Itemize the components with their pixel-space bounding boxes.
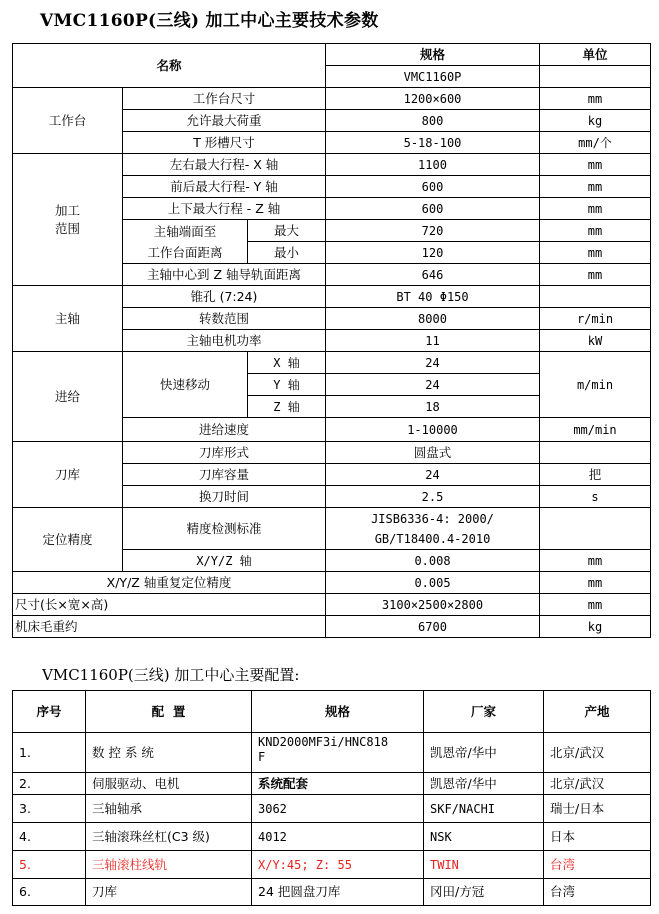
row-spec: 24 把圆盘刀库 (252, 879, 424, 906)
param-unit: mm (540, 594, 651, 616)
row-no: 3. (13, 795, 86, 823)
param-value: 6700 (326, 616, 540, 638)
param-value: 800 (326, 110, 540, 132)
header-unit: 单位 (540, 44, 651, 66)
row-no: 2. (13, 773, 86, 795)
param-label: 换刀时间 (123, 486, 326, 508)
param-value: 1-10000 (326, 418, 540, 442)
param-label: 精度检测标准 (123, 508, 326, 550)
param-value: 2.5 (326, 486, 540, 508)
param-sublabel: X 轴 (248, 352, 326, 374)
model-cell: VMC1160P (326, 66, 540, 88)
spec-table (12, 43, 651, 638)
row-maker: NSK (424, 823, 544, 851)
row-maker: TWIN (424, 851, 544, 879)
param-label: 主轴端面至 工作台面距离 (123, 220, 248, 264)
table-row (13, 773, 651, 795)
param-value: BT 40 Φ150 (326, 286, 540, 308)
param-value: 18 (326, 396, 540, 418)
param-unit (540, 286, 651, 308)
row-no: 5. (13, 851, 86, 879)
param-unit: 把 (540, 464, 651, 486)
param-value: 720 (326, 220, 540, 242)
param-label: 允许最大荷重 (123, 110, 326, 132)
param-label: 主轴中心到 Z 轴导轨面距离 (123, 264, 326, 286)
row-origin: 北京/武汉 (544, 773, 651, 795)
row-spec: X/Y:45; Z: 55 (252, 851, 424, 879)
param-value: 600 (326, 176, 540, 198)
param-label: 主轴电机功率 (123, 330, 326, 352)
param-label: X/Y/Z 轴重复定位精度 (13, 572, 326, 594)
row-no: 4. (13, 823, 86, 851)
param-value: JISB6336-4: 2000/ GB/T18400.4-2010 (326, 508, 540, 550)
row-item: 三轴轴承 (86, 795, 252, 823)
param-label: 左右最大行程- X 轴 (123, 154, 326, 176)
param-unit: s (540, 486, 651, 508)
row-maker: 冈田/方冠 (424, 879, 544, 906)
row-maker: 凯恩帝/华中 (424, 773, 544, 795)
param-value: 1200×600 (326, 88, 540, 110)
param-unit: mm/个 (540, 132, 651, 154)
param-value: 600 (326, 198, 540, 220)
row-spec: KND2000MF3i/HNC818 F (252, 733, 424, 773)
header-origin: 产地 (544, 691, 651, 733)
row-origin: 台湾 (544, 879, 651, 906)
param-unit: kW (540, 330, 651, 352)
param-unit: m/min (540, 352, 651, 418)
config-table (12, 690, 651, 906)
param-unit: mm (540, 264, 651, 286)
param-unit: mm (540, 572, 651, 594)
group-worktable: 工作台 (13, 88, 123, 154)
param-label: 快速移动 (123, 352, 248, 418)
param-unit (540, 442, 651, 464)
table-row (13, 733, 651, 773)
param-label: 刀库形式 (123, 442, 326, 464)
param-label: 工作台尺寸 (123, 88, 326, 110)
param-value: 11 (326, 330, 540, 352)
row-item: 刀库 (86, 879, 252, 906)
spec-title: VMC1160P(三线) 加工中心主要技术参数 (40, 11, 379, 31)
param-unit: kg (540, 616, 651, 638)
param-unit: mm (540, 220, 651, 242)
header-no: 序号 (13, 691, 86, 733)
row-maker: SKF/NACHI (424, 795, 544, 823)
param-value: 646 (326, 264, 540, 286)
param-unit: mm (540, 198, 651, 220)
param-unit: mm (540, 88, 651, 110)
param-value: 24 (326, 464, 540, 486)
param-value: 3100×2500×2800 (326, 594, 540, 616)
group-range: 加工 范围 (13, 154, 123, 286)
group-feed: 进给 (13, 352, 123, 442)
param-label: 前后最大行程- Y 轴 (123, 176, 326, 198)
param-unit (540, 508, 651, 550)
header-spec: 规格 (326, 44, 540, 66)
param-label: T 形槽尺寸 (123, 132, 326, 154)
param-label: 转数范围 (123, 308, 326, 330)
table-row (13, 795, 651, 823)
param-label: 刀库容量 (123, 464, 326, 486)
header-name: 名称 (13, 44, 326, 88)
param-label: 上下最大行程 - Z 轴 (123, 198, 326, 220)
row-spec: 4012 (252, 823, 424, 851)
group-accuracy: 定位精度 (13, 508, 123, 572)
param-sublabel: 最大 (248, 220, 326, 242)
param-sublabel: Y 轴 (248, 374, 326, 396)
table-row (13, 879, 651, 906)
header-item: 配 置 (86, 691, 252, 733)
row-spec: 3062 (252, 795, 424, 823)
param-unit: mm (540, 176, 651, 198)
group-spindle: 主轴 (13, 286, 123, 352)
param-label: X/Y/Z 轴 (123, 550, 326, 572)
row-maker: 凯恩帝/华中 (424, 733, 544, 773)
param-unit: mm (540, 154, 651, 176)
config-title: VMC1160P(三线) 加工中心主要配置: (42, 666, 300, 684)
row-origin: 台湾 (544, 851, 651, 879)
row-item: 三轴滚珠丝杠(C3 级) (86, 823, 252, 851)
param-value: 圆盘式 (326, 442, 540, 464)
param-sublabel: 最小 (248, 242, 326, 264)
row-spec: 系统配套 (252, 773, 424, 795)
row-origin: 北京/武汉 (544, 733, 651, 773)
header-spec: 规格 (252, 691, 424, 733)
row-no: 1. (13, 733, 86, 773)
header-maker: 厂家 (424, 691, 544, 733)
row-item: 三轴滚柱线轨 (86, 851, 252, 879)
param-value: 120 (326, 242, 540, 264)
group-magazine: 刀库 (13, 442, 123, 508)
param-value: 1100 (326, 154, 540, 176)
param-unit: r/min (540, 308, 651, 330)
row-no: 6. (13, 879, 86, 906)
row-origin: 日本 (544, 823, 651, 851)
param-unit: mm/min (540, 418, 651, 442)
param-unit: mm (540, 242, 651, 264)
param-value: 24 (326, 352, 540, 374)
param-value: 8000 (326, 308, 540, 330)
param-label: 进给速度 (123, 418, 326, 442)
param-value: 5-18-100 (326, 132, 540, 154)
row-item: 伺服驱动、电机 (86, 773, 252, 795)
table-row (13, 823, 651, 851)
table-row-highlighted (13, 851, 651, 879)
row-origin: 瑞士/日本 (544, 795, 651, 823)
param-unit: kg (540, 110, 651, 132)
param-unit: mm (540, 550, 651, 572)
param-value: 0.008 (326, 550, 540, 572)
param-label: 锥孔 (7:24) (123, 286, 326, 308)
param-value: 0.005 (326, 572, 540, 594)
param-label: 尺寸(长×宽×高) (13, 594, 326, 616)
model-unit-cell (540, 66, 651, 88)
param-value: 24 (326, 374, 540, 396)
row-item: 数 控 系 统 (86, 733, 252, 773)
param-label: 机床毛重约 (13, 616, 326, 638)
param-sublabel: Z 轴 (248, 396, 326, 418)
